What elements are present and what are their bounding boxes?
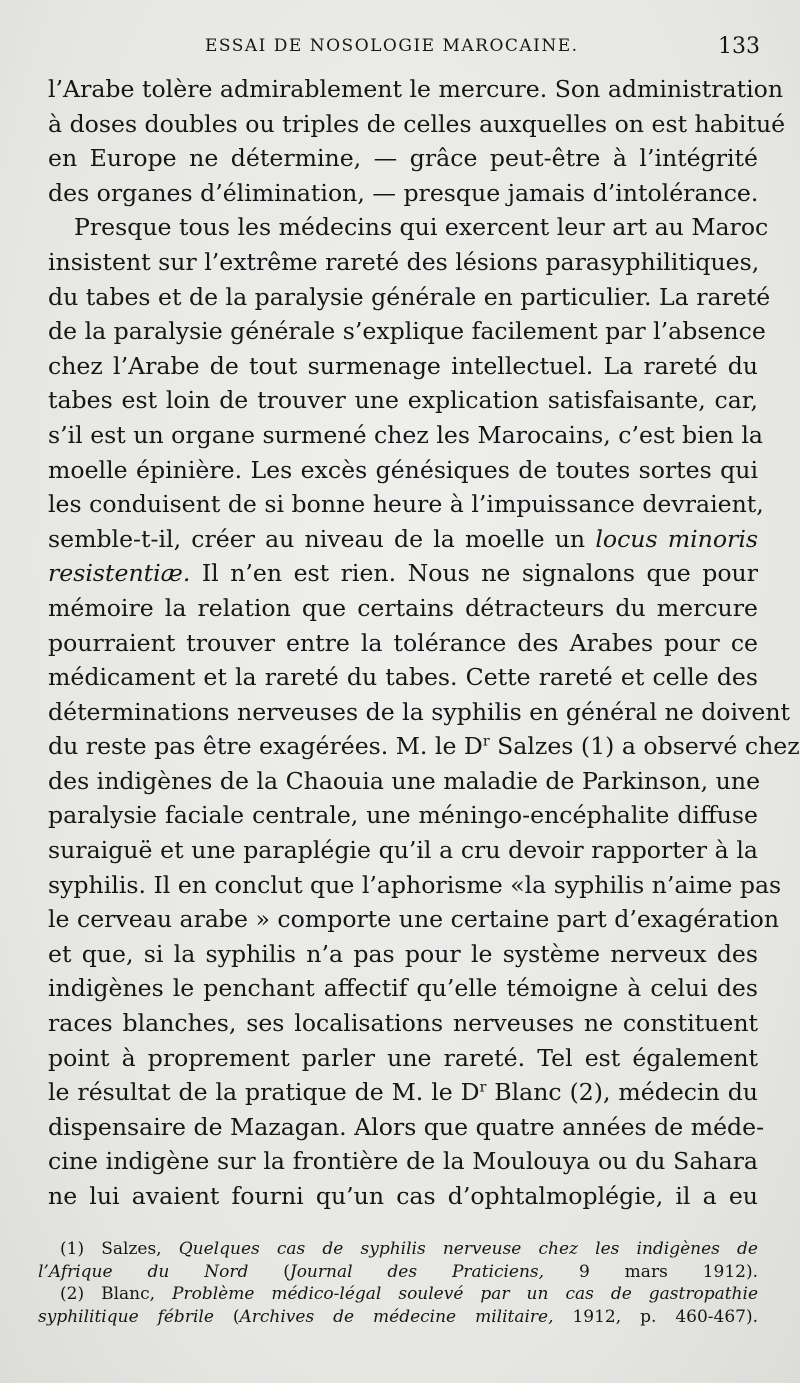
text-line: syphilis. Il en conclut que l’aphorisme «la syphilis n’aime pas [48, 870, 782, 899]
text-fragment: Blanc (2), médecin du [486, 1078, 758, 1107]
text-line: s’il est un organe surmené chez les Marocains, c’est bien la [48, 420, 763, 449]
footnote-journal: Journal des Praticiens, [289, 1261, 545, 1282]
text-line: et que, si la syphilis n’a pas pour le système nerveux des [48, 939, 758, 968]
text-fragment: Il n’en est rien. Nous ne signalons que pour [201, 559, 758, 588]
footnote-journal: Archives de médecine militaire, [239, 1306, 554, 1327]
text-line: l’Arabe tolère admirablement le mercure. Son administration [48, 75, 784, 103]
text-line: mémoire la relation que certains détracteurs du mercure [48, 593, 758, 622]
text-line [48, 556, 758, 591]
text-line: moelle épinière. Les excès génésiques de toutes sortes qui [48, 455, 758, 484]
text-line: suraiguë et une paraplégie qu’il a cru devoir rapporter à la [48, 836, 758, 865]
text-line: des indigènes de la Chaouia une maladie de Parkinson, une [48, 766, 761, 795]
footnote-title: l’Afrique du Nord [38, 1261, 249, 1282]
footnote-author: (2) Blanc, [60, 1284, 173, 1304]
text-line: Presque tous les médecins qui exercent leur art au Maroc [74, 213, 769, 242]
text-line: chez l’Arabe de tout surmenage intellectuel. La rareté du [48, 351, 758, 380]
text-line: paralysie faciale centrale, une méningo-encéphalite diffuse [48, 801, 758, 830]
text-line: médicament et la rareté du tabes. Cette rareté et celle des [48, 663, 758, 692]
footnote-ref: 1912, p. 460-467). [553, 1306, 759, 1327]
text-line: indigènes le penchant affectif qu’elle témoigne à celui des [48, 974, 758, 1003]
latin-term: resistentiæ. [48, 559, 191, 588]
text-line [48, 522, 758, 557]
latin-term: locus minoris [595, 524, 758, 553]
footnote-2 [38, 1283, 758, 1306]
running-title: ESSAI DE NOSOLOGIE MAROCAINE. [205, 36, 579, 56]
text-line: races blanches, ses localisations nerveuses ne constituent [48, 1009, 758, 1038]
text-line: les conduisent de si bonne heure à l’impuissance devraient, [48, 490, 764, 519]
body-text [48, 72, 800, 1214]
text-line: le cerveau arabe » comporte une certaine part d’exagération [48, 905, 780, 934]
text-line: tabes est loin de trouver une explication satisfaisante, car, [48, 386, 758, 415]
text-line: à doses doubles ou triples de celles auxquelles on est habitué [48, 109, 786, 138]
text-line: point à proprement parler une rareté. Tel est également [48, 1043, 758, 1072]
footnote-1 [38, 1238, 758, 1261]
text-line [48, 1075, 758, 1110]
text-line: pourraient trouver entre la tolérance des Arabes pour ce [48, 628, 758, 657]
footnote-title: Quelques cas de syphilis nerveuse chez les indigènes de [178, 1239, 758, 1259]
text-line [48, 729, 800, 764]
text-line: de la paralysie générale s’explique facilement par l’absence [48, 317, 766, 346]
superscript: r [482, 733, 490, 750]
text-fragment: du reste pas être exagérées. M. le D [48, 732, 483, 761]
footnote-2-cont [38, 1306, 758, 1329]
text-line: déterminations nerveuses de la syphilis en général ne doivent [48, 697, 791, 726]
footnote-author: (1) Salzes, [60, 1239, 179, 1259]
text-line: insistent sur l’extrême rareté des lésions parasyphilitiques, [48, 247, 760, 276]
text-line: cine indigène sur la frontière de la Moulouya ou du Sahara [48, 1147, 758, 1176]
text-fragment: Salzes (1) a observé chez [489, 732, 800, 761]
footnote-paren: ( [248, 1261, 290, 1282]
text-line: du tabes et de la paralysie générale en particulier. La rareté [48, 282, 771, 311]
footnotes [38, 1238, 758, 1328]
text-line: des organes d’élimination, — presque jamais d’intolérance. [48, 178, 759, 207]
superscript: r [479, 1079, 487, 1096]
footnote-title: syphilitique fébrile [38, 1306, 214, 1327]
text-line: en Europe ne détermine, — grâce peut-être à l’intégrité [48, 144, 758, 173]
footnote-title: Problème médico-légal soulevé par un cas de gastropathie [172, 1284, 759, 1304]
footnote-1-cont [38, 1261, 758, 1284]
running-head [0, 34, 800, 64]
text-line: ne lui avaient fourni qu’un cas d’ophtalmoplégie, il a eu [48, 1182, 758, 1210]
page-number: 133 [718, 34, 760, 59]
text-line: dispensaire de Mazagan. Alors que quatre années de méde- [48, 1112, 765, 1141]
text-fragment: semble-t-il, créer au niveau de la moelle un [48, 524, 586, 553]
footnote-paren: ( [213, 1306, 240, 1327]
text-fragment: le résultat de la pratique de M. le D [48, 1078, 480, 1107]
footnote-date: 9 mars 1912). [544, 1261, 758, 1282]
